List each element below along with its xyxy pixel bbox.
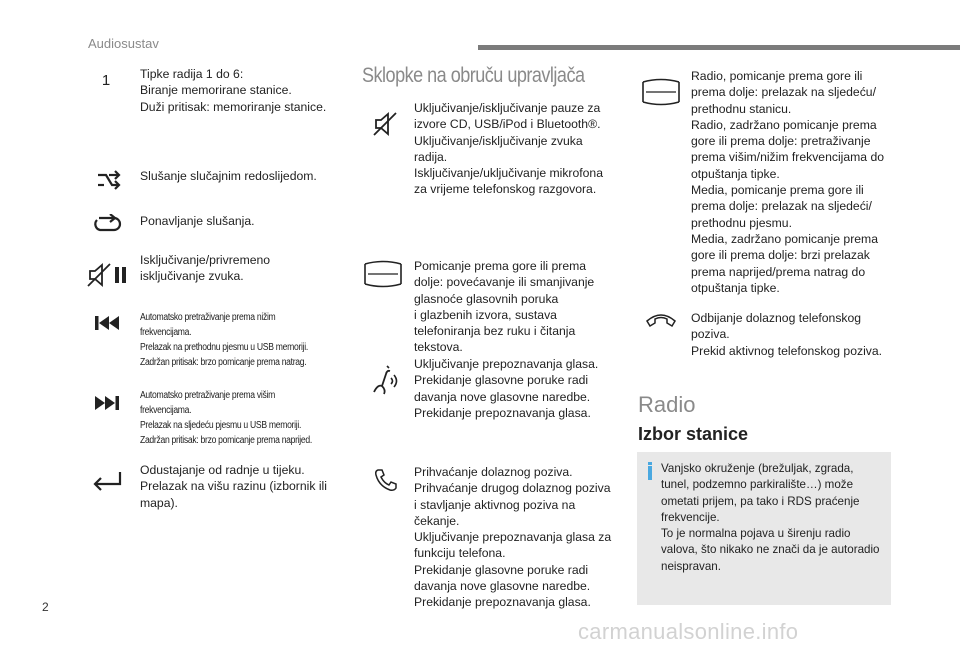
header-rule xyxy=(478,45,960,50)
list-item-voice: Uključivanje prepoznavanja glasa. Prekidanje glasovne poruke radi davanja nove glasovne naredbe. Prekidanje prepoznavanja glasa. xyxy=(414,357,599,420)
page-number: 2 xyxy=(42,600,49,614)
section-title-radio: Radio xyxy=(638,392,696,417)
list-item-phone-hangup: Odbijanje dolaznog telefonskog poziva. Prekid aktivnog telefonskog poziva. xyxy=(691,311,883,358)
list-item-back: Odustajanje od radnje u tijeku. Prelazak na višu razinu (izbornik ili mapa). xyxy=(140,463,327,510)
list-item-mute: Isključivanje/privremeno isključivanje zvuka. xyxy=(140,253,271,284)
phone-hangup-icon xyxy=(644,310,678,330)
list-item-seek-up: Automatsko pretraživanje prema višim frekvencijama. Prelazak na sljedeću pjesmu u USB memoriji. Zadržan pritisak: brzo pomicanje prema naprijed. xyxy=(140,390,312,446)
list-item-phone-answer: Prihvaćanje dolaznog poziva. Prihvaćanje drugog dolaznog poziva i stavljanje aktivnog poziva na čekanje. Uključivanje prepoznavanja glasa za funkciju telefona. Prekidanje glasovne poruke radi davanja nove glasovne naredbe. Prekidanje prepoznavanja glasa. xyxy=(414,465,612,610)
skip-back-icon xyxy=(92,312,122,334)
mute-icon xyxy=(370,110,400,138)
section-header: Audiosustav xyxy=(88,36,159,51)
volume-rocker-icon xyxy=(362,258,404,290)
list-item-repeat: Ponavljanje slušanja. xyxy=(140,214,255,228)
phone-answer-icon xyxy=(372,466,400,494)
skip-forward-icon xyxy=(92,392,122,414)
back-arrow-icon xyxy=(90,470,124,492)
subsection-title-station-select: Izbor stanice xyxy=(638,424,749,444)
list-item-volume: Pomicanje prema gore ili prema dolje: povećavanje ili smanjivanje glasnoće glasovnih poruka i glazbenih izvora, sustava telefoniranja bez ruku i čitanja tekstova. xyxy=(414,259,595,355)
list-item-seek-down: Automatsko pretraživanje prema nižim frekvencijama. Prelazak na prethodnu pjesmu u USB memoriji. Zadržan pritisak: brzo pomicanje prema natrag. xyxy=(140,312,308,368)
list-item-steering-mute: Uključivanje/isključivanje pauze za izvore CD, USB/iPod i Bluetooth®. Uključivanje/isključivanje zvuka radija. Isključivanje/uključivanje mikrofona za vrijeme telefonskog razgovora. xyxy=(414,101,603,197)
rocker-switch-icon xyxy=(640,76,682,108)
list-item-shuffle: Slušanje slučajnim redoslijedom. xyxy=(140,169,317,183)
voice-recognition-icon xyxy=(370,364,400,396)
info-icon xyxy=(648,462,652,465)
watermark: carmanualsonline.info xyxy=(578,619,799,644)
info-icon-stem xyxy=(648,466,652,480)
section-title-steering-controls: Sklopke na obruču upravljača xyxy=(362,64,585,87)
repeat-icon xyxy=(92,213,122,235)
shuffle-icon xyxy=(94,168,122,192)
list-item-radio-presets: Tipke radija 1 do 6: Biranje memorirane stanice. Duži pritisak: memoriranje stanice. xyxy=(140,67,327,114)
number-1-icon: 1 xyxy=(101,71,111,89)
list-item-source-rocker: Radio, pomicanje prema gore ili prema dolje: prelazak na sljedeću/ prethodnu stanicu. Radio, zadržano pomicanje prema gore ili prema dolje: pretraživanje prema višim/nižim frekvencijama do otpuštanja tipke. Media, pomicanje prema gore ili prema dolje: prelazak na sljedeći/ prethodnu pjesmu. Media, zadržano pomicanje prema gore ili prema dolje: brzi prelazak prema naprijed/prema natrag do otpuštanja tipke. xyxy=(691,69,885,295)
info-box-text: Vanjsko okruženje (brežuljak, zgrada, tunel, podzemno parkiralište…) može ometati prijem, pa tako i RDS praćenje frekvencije. To je normalna pojava u širenju radio valova, što nikako ne znači da je autoradio neispravan. xyxy=(661,462,880,573)
mute-pause-icon xyxy=(86,262,128,288)
